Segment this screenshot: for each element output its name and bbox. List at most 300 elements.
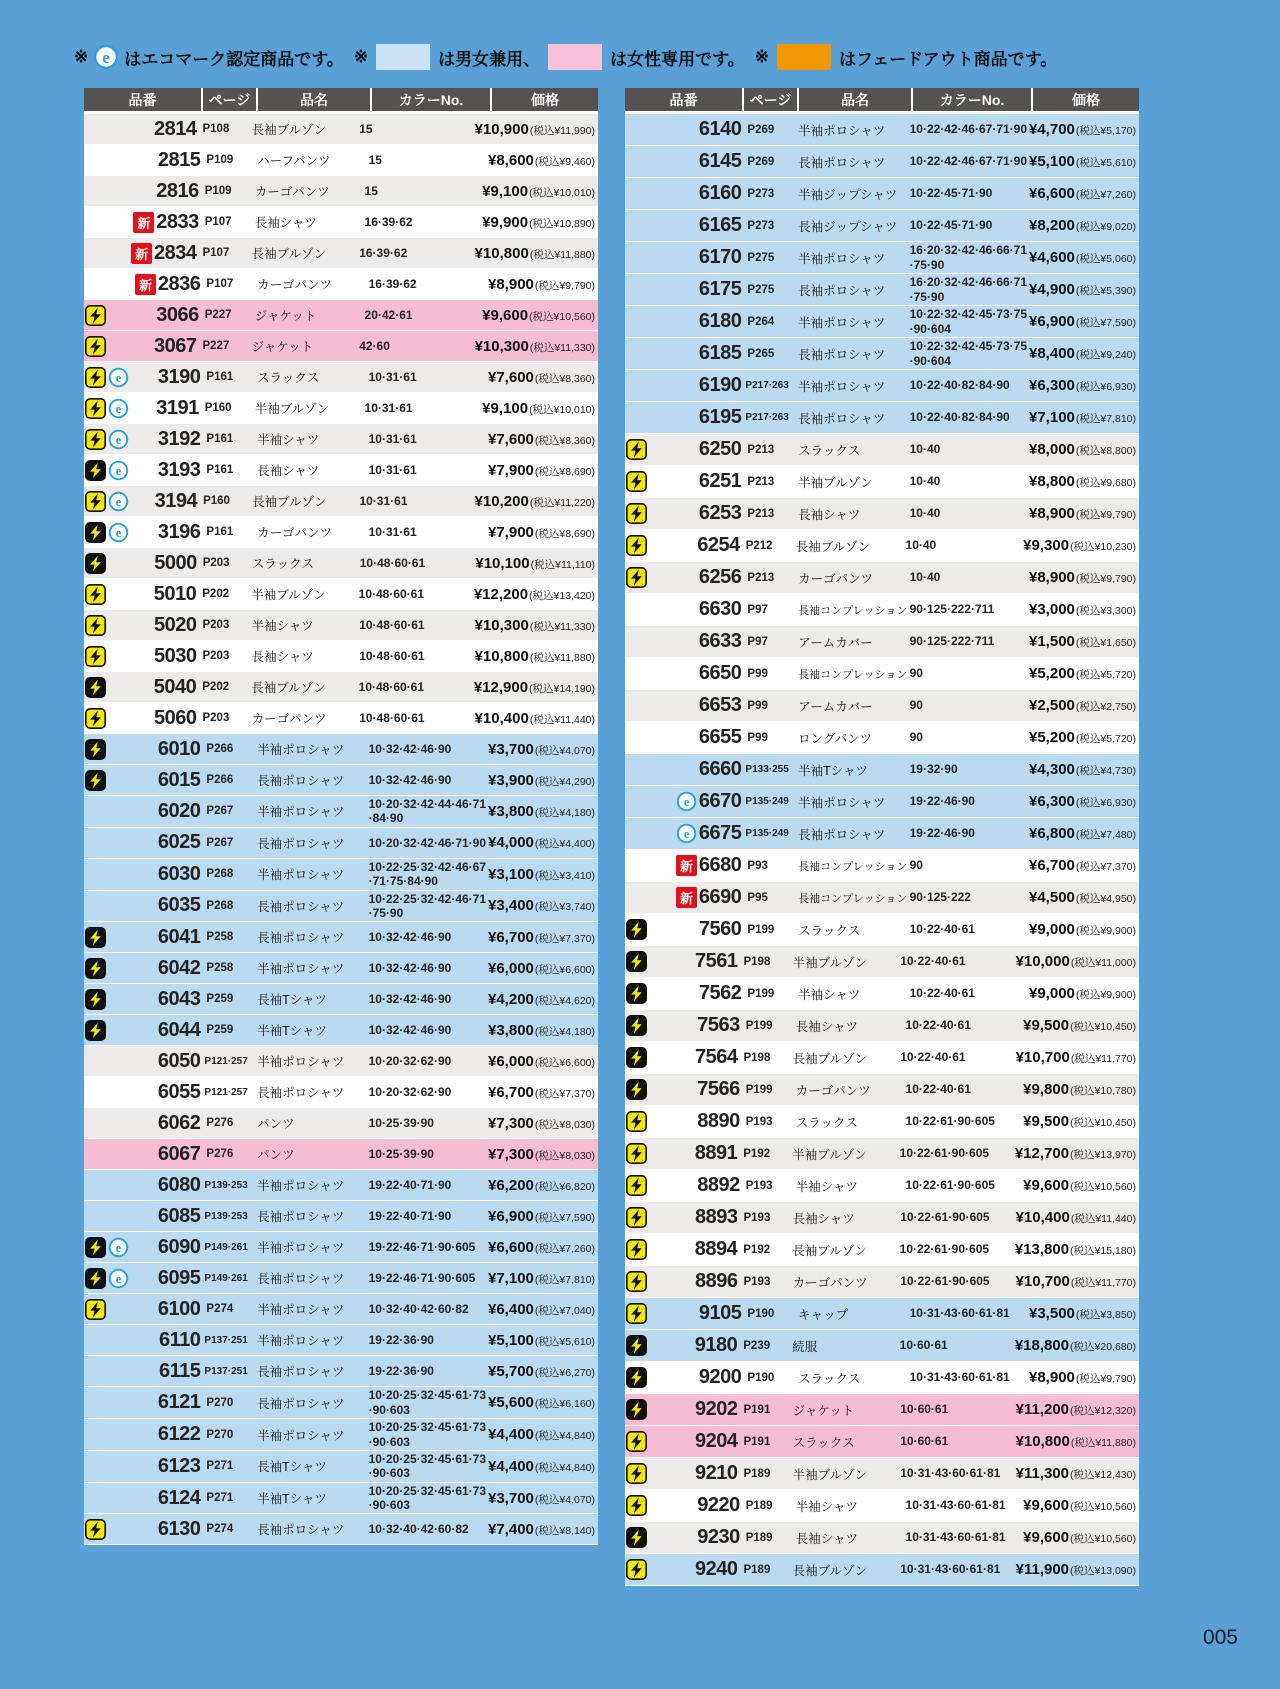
product-number: 6010 bbox=[157, 737, 201, 760]
table-row bbox=[84, 300, 598, 331]
table-row bbox=[84, 114, 598, 145]
row-icons bbox=[625, 1367, 671, 1388]
product-number: 6660 bbox=[698, 758, 742, 780]
product-number: 6115 bbox=[159, 1359, 201, 1382]
row-icons bbox=[625, 1239, 669, 1260]
product-number: 6251 bbox=[698, 470, 742, 492]
page-ref: P192 bbox=[743, 1243, 771, 1256]
antistatic-black-icon bbox=[85, 1237, 106, 1258]
product-number: 6145 bbox=[698, 150, 742, 172]
table-row bbox=[625, 146, 1139, 178]
price: ¥5,700 (税込¥6,270) bbox=[488, 1362, 595, 1380]
price: ¥3,700 (税込¥4,070) bbox=[488, 740, 595, 758]
product-name: 半袖ブルゾン bbox=[798, 475, 873, 490]
price: ¥6,600 (税込¥7,260) bbox=[488, 1238, 595, 1256]
antistatic-yellow-icon bbox=[626, 1495, 647, 1516]
product-name: 半袖ポロシャツ bbox=[798, 251, 886, 266]
color-numbers: 10·22·40·61 bbox=[909, 922, 975, 937]
color-numbers: 10·22·40·61 bbox=[900, 954, 966, 969]
table-row bbox=[625, 1330, 1139, 1362]
table-row bbox=[84, 176, 598, 207]
price: ¥4,000 (税込¥4,400) bbox=[488, 834, 595, 852]
row-icons bbox=[625, 1207, 669, 1228]
color-numbers: 10·31·43·60·61·81 bbox=[909, 1306, 1010, 1321]
row-icons bbox=[84, 1519, 130, 1540]
page-ref: P267 bbox=[206, 836, 234, 849]
antistatic-black-icon bbox=[626, 1079, 647, 1100]
color-numbers: 19·22·46·71·90·605 bbox=[368, 1271, 476, 1286]
table-row bbox=[84, 796, 598, 828]
color-numbers: 10·31·61 bbox=[368, 524, 417, 539]
product-name: 長袖コンプレッション bbox=[798, 668, 908, 681]
row-icons bbox=[625, 503, 671, 524]
page-ref: P135·249 bbox=[745, 796, 789, 807]
antistatic-yellow-icon bbox=[626, 1111, 647, 1132]
page-ref: P271 bbox=[206, 1492, 234, 1505]
product-name: カーゴパンツ bbox=[257, 526, 333, 540]
page-ref: P276 bbox=[206, 1148, 234, 1161]
header-color-no: カラーNo. bbox=[911, 88, 1031, 111]
product-name: 長袖ブルゾン bbox=[251, 681, 326, 695]
product-number: 6124 bbox=[157, 1486, 201, 1509]
page-ref: P268 bbox=[206, 899, 234, 912]
price: ¥7,300 (税込¥8,030) bbox=[488, 1145, 595, 1163]
table-row bbox=[625, 402, 1139, 434]
product-number: 6085 bbox=[157, 1204, 201, 1227]
product-name: 長袖Tシャツ bbox=[257, 993, 328, 1008]
product-name: 長袖ポロシャツ bbox=[257, 1272, 345, 1287]
row-icons bbox=[84, 958, 130, 979]
table-row bbox=[625, 1394, 1139, 1426]
color-numbers: 10·22·40·61 bbox=[900, 1050, 966, 1065]
color-numbers: 10·48·60·61 bbox=[358, 679, 425, 694]
product-name: 長袖ポロシャツ bbox=[257, 1086, 345, 1101]
table-row bbox=[84, 1201, 598, 1232]
page-ref: P193 bbox=[743, 1275, 771, 1288]
eco-mark-icon bbox=[93, 44, 119, 70]
product-name: 長袖シャツ bbox=[792, 1211, 855, 1226]
product-number: 3066 bbox=[156, 303, 199, 326]
product-number: 6256 bbox=[698, 566, 742, 588]
color-numbers: 10·20·32·62·90 bbox=[368, 1054, 452, 1069]
page-ref: P190 bbox=[747, 1371, 775, 1384]
row-icons bbox=[625, 1431, 669, 1452]
table-row bbox=[84, 1451, 598, 1483]
svg-text:e: e bbox=[115, 401, 122, 416]
product-name: 半袖ポロシャツ bbox=[257, 1428, 345, 1443]
product-number: 7562 bbox=[698, 982, 742, 1004]
eco-mark-icon bbox=[108, 367, 129, 388]
row-icons bbox=[625, 1527, 670, 1548]
table-row bbox=[625, 498, 1139, 530]
color-numbers: 19·22·40·71·90 bbox=[368, 1178, 452, 1193]
product-name: 長袖ポロシャツ bbox=[798, 155, 886, 170]
product-name: 半袖シャツ bbox=[257, 433, 320, 447]
product-name: 長袖ブルゾン bbox=[792, 1243, 867, 1258]
price: ¥9,600 (税込¥10,560) bbox=[1023, 1529, 1137, 1546]
product-name: 半袖ポロシャツ bbox=[798, 795, 886, 810]
row-icons bbox=[625, 1463, 669, 1484]
product-name: 長袖ポロシャツ bbox=[798, 827, 886, 842]
antistatic-black-icon bbox=[85, 739, 106, 760]
product-number: 9210 bbox=[694, 1462, 738, 1484]
row-icons bbox=[84, 1020, 130, 1041]
page-ref: P266 bbox=[206, 774, 234, 786]
page-ref: P273 bbox=[747, 187, 775, 200]
color-numbers: 10·20·25·32·45·61·73·90·603 bbox=[368, 1420, 487, 1449]
color-numbers: 10·31·43·60·61·81 bbox=[905, 1498, 1006, 1513]
color-numbers: 10·20·25·32·45·61·73·90·603 bbox=[368, 1451, 487, 1481]
product-name: 半袖ブルゾン bbox=[792, 1147, 867, 1162]
page-ref: P203 bbox=[202, 650, 230, 662]
color-numbers: 15 bbox=[364, 183, 378, 198]
product-name: 長袖ポロシャツ bbox=[257, 774, 345, 788]
page-ref: P275 bbox=[747, 283, 775, 296]
row-icons bbox=[625, 1143, 669, 1164]
table-row bbox=[84, 579, 598, 610]
table-row bbox=[84, 1387, 598, 1419]
antistatic-yellow-icon bbox=[626, 567, 647, 588]
price: ¥9,900 (税込¥10,890) bbox=[482, 213, 596, 231]
color-numbers: 10·22·40·61 bbox=[909, 986, 975, 1001]
price: ¥8,900 (税込¥9,790) bbox=[488, 275, 595, 293]
product-number: 3194 bbox=[154, 489, 198, 512]
table-row bbox=[84, 765, 598, 796]
product-name: 長袖ポロシャツ bbox=[257, 1210, 345, 1225]
antistatic-black-icon bbox=[85, 1268, 106, 1289]
product-name: 長袖コンプレッション bbox=[798, 860, 908, 873]
color-numbers: 90 bbox=[909, 666, 923, 681]
page-ref: P137·251 bbox=[204, 1334, 248, 1346]
page-ref: P109 bbox=[206, 154, 234, 166]
price: ¥4,600 (税込¥5,060) bbox=[1029, 249, 1136, 266]
table-row bbox=[84, 1483, 598, 1515]
price: ¥4,300 (税込¥4,730) bbox=[1029, 761, 1136, 778]
price: ¥6,700 (税込¥7,370) bbox=[488, 1083, 595, 1101]
product-number: 7560 bbox=[698, 918, 742, 940]
color-numbers: 19·22·36·90 bbox=[368, 1364, 434, 1379]
product-number: 3192 bbox=[157, 427, 201, 450]
table-row bbox=[625, 178, 1139, 210]
product-name: 半袖ブルゾン bbox=[254, 402, 330, 416]
table-row bbox=[84, 984, 598, 1015]
table-row bbox=[84, 1263, 598, 1294]
product-number: 新 2834 bbox=[128, 242, 196, 265]
page-ref: P107 bbox=[204, 216, 232, 228]
color-numbers: 10·48·60·61 bbox=[359, 555, 426, 570]
product-number: 6062 bbox=[157, 1111, 201, 1134]
page-ref: P213 bbox=[747, 443, 775, 456]
table-body-right bbox=[625, 114, 1139, 1586]
price: ¥12,700 (税込¥13,970) bbox=[1014, 1145, 1136, 1162]
product-name: 半袖Tシャツ bbox=[257, 1024, 328, 1039]
table-row bbox=[84, 891, 598, 923]
table-row bbox=[625, 626, 1139, 658]
table-header bbox=[625, 88, 1139, 114]
product-number: 8896 bbox=[694, 1270, 738, 1292]
page-ref: P192 bbox=[743, 1147, 771, 1160]
table-row bbox=[625, 1490, 1139, 1522]
page-ref: P199 bbox=[747, 987, 775, 1000]
legend-eco-label: はエコマーク認定商品です。 bbox=[124, 49, 344, 69]
price: ¥4,400 (税込¥4,840) bbox=[488, 1426, 595, 1444]
table-row bbox=[625, 658, 1139, 690]
price: ¥7,300 (税込¥8,030) bbox=[488, 1114, 595, 1132]
product-number: 6080 bbox=[157, 1173, 201, 1196]
color-numbers: 10·31·61 bbox=[359, 493, 408, 508]
product-number: 3191 bbox=[156, 396, 199, 419]
product-number: 3067 bbox=[153, 334, 197, 357]
price: ¥11,900 (税込¥13,090) bbox=[1015, 1561, 1136, 1578]
color-numbers: 10·22·25·32·42·46·67·71·75·84·90 bbox=[368, 859, 487, 889]
table-row bbox=[84, 486, 598, 517]
price: ¥4,900 (税込¥5,390) bbox=[1029, 281, 1136, 298]
row-icons bbox=[625, 1111, 670, 1132]
price: ¥6,000 (税込¥6,600) bbox=[488, 1052, 595, 1070]
page-ref: P274 bbox=[206, 1303, 234, 1316]
product-number: 8891 bbox=[694, 1142, 738, 1164]
color-numbers: 10·48·60·61 bbox=[358, 586, 425, 601]
table-row bbox=[84, 922, 598, 953]
product-number: 6015 bbox=[157, 768, 201, 791]
price: ¥3,900 (税込¥4,290) bbox=[488, 771, 595, 789]
product-name: パンツ bbox=[257, 1117, 295, 1132]
product-name: 半袖シャツ bbox=[798, 987, 861, 1002]
color-numbers: 10·22·40·82·84·90 bbox=[909, 410, 1010, 425]
svg-text:e: e bbox=[115, 463, 122, 478]
antistatic-yellow-icon bbox=[626, 1175, 647, 1196]
product-number: 6190 bbox=[698, 374, 742, 396]
price: ¥9,600 (税込¥10,560) bbox=[482, 306, 596, 324]
color-numbers: 10·22·61·90·605 bbox=[900, 1274, 990, 1289]
price: ¥7,100 (税込¥7,810) bbox=[1029, 409, 1136, 426]
price: ¥6,300 (税込¥6,930) bbox=[1029, 793, 1136, 810]
product-name: 長袖ブルゾン bbox=[251, 123, 327, 137]
page-ref: P266 bbox=[206, 743, 234, 755]
product-number: 9240 bbox=[694, 1558, 738, 1580]
product-name: スラックス bbox=[798, 443, 861, 458]
price: ¥10,700 (税込¥11,770) bbox=[1015, 1273, 1136, 1290]
row-icons bbox=[84, 989, 130, 1010]
table-row bbox=[84, 1170, 598, 1201]
antistatic-black-icon bbox=[85, 677, 106, 698]
row-icons bbox=[625, 1559, 669, 1580]
product-number: 5060 bbox=[153, 706, 197, 729]
price: ¥10,300 (税込¥11,330) bbox=[474, 337, 595, 355]
eco-mark-icon bbox=[108, 491, 129, 512]
color-numbers: 10·22·61·90·605 bbox=[905, 1178, 995, 1193]
product-number: 6050 bbox=[157, 1049, 201, 1072]
page-ref: P259 bbox=[206, 993, 234, 1006]
antistatic-black-icon bbox=[626, 1015, 647, 1036]
price: ¥10,400 (税込¥11,440) bbox=[1015, 1209, 1136, 1226]
price: ¥7,400 (税込¥8,140) bbox=[488, 1520, 595, 1538]
row-icons bbox=[84, 460, 130, 481]
table-row bbox=[84, 953, 598, 984]
product-name: 長袖シャツ bbox=[257, 464, 320, 478]
table-row bbox=[84, 1294, 598, 1325]
price: ¥6,600 (税込¥7,260) bbox=[1029, 185, 1136, 202]
price: ¥18,800 (税込¥20,680) bbox=[1014, 1337, 1136, 1354]
page-ref: P161 bbox=[206, 433, 234, 445]
antistatic-yellow-icon bbox=[85, 491, 106, 512]
antistatic-yellow-icon bbox=[85, 1299, 106, 1320]
page-ref: P271 bbox=[206, 1460, 234, 1473]
page-ref: P227 bbox=[204, 309, 232, 321]
product-name: ハーフパンツ bbox=[257, 154, 331, 168]
product-name: パンツ bbox=[257, 1148, 295, 1163]
product-number: 3193 bbox=[157, 458, 201, 481]
product-number: 9180 bbox=[694, 1334, 738, 1356]
price: ¥9,300 (税込¥10,230) bbox=[1023, 537, 1137, 554]
product-name: 長袖シャツ bbox=[798, 507, 861, 522]
product-number: 新 6690 bbox=[671, 886, 742, 909]
row-icons bbox=[84, 553, 128, 574]
antistatic-black-icon bbox=[85, 958, 106, 979]
antistatic-yellow-icon bbox=[85, 336, 106, 357]
row-icons bbox=[625, 951, 669, 972]
page-ref: P202 bbox=[202, 681, 230, 693]
page-ref: P275 bbox=[747, 251, 775, 264]
price: ¥6,300 (税込¥6,930) bbox=[1029, 377, 1136, 394]
svg-text:e: e bbox=[115, 494, 122, 509]
color-numbers: 10·40 bbox=[909, 570, 941, 585]
color-numbers: 10·40 bbox=[905, 538, 937, 553]
color-numbers: 19·22·46·71·90·605 bbox=[368, 1240, 476, 1255]
page-ref: P265 bbox=[747, 347, 775, 360]
page-ref: P99 bbox=[747, 667, 768, 680]
price: ¥11,300 (税込¥12,430) bbox=[1015, 1465, 1136, 1482]
table-row bbox=[84, 1325, 598, 1356]
product-number: 9200 bbox=[698, 1366, 742, 1388]
table-row bbox=[625, 850, 1139, 882]
table-row bbox=[84, 517, 598, 548]
price: ¥8,900 (税込¥9,790) bbox=[1029, 569, 1136, 586]
row-icons bbox=[625, 1015, 670, 1036]
antistatic-yellow-icon bbox=[85, 429, 106, 450]
eco-mark-icon bbox=[676, 823, 697, 844]
eco-mark-icon bbox=[108, 429, 129, 450]
product-number: 7561 bbox=[694, 950, 738, 972]
product-number: 6067 bbox=[157, 1142, 201, 1165]
table-row bbox=[625, 274, 1139, 306]
row-icons bbox=[625, 1271, 669, 1292]
price: ¥6,700 (税込¥7,370) bbox=[488, 928, 595, 946]
price-table-left bbox=[84, 88, 598, 1545]
table-row bbox=[625, 1202, 1139, 1234]
eco-mark-icon bbox=[676, 791, 697, 812]
color-numbers: 10·25·39·90 bbox=[368, 1116, 434, 1131]
product-name: 半袖ポロシャツ bbox=[798, 379, 886, 394]
product-name: スラックス bbox=[795, 1115, 858, 1130]
table-row bbox=[625, 594, 1139, 626]
eco-mark-icon bbox=[108, 398, 129, 419]
antistatic-yellow-icon bbox=[626, 535, 647, 556]
antistatic-black-icon bbox=[626, 1335, 647, 1356]
page-ref: P193 bbox=[745, 1179, 773, 1192]
product-number: 9202 bbox=[694, 1398, 738, 1420]
page-ref: P95 bbox=[747, 891, 768, 904]
product-name: 長袖ブルゾン bbox=[795, 539, 871, 554]
color-numbers: 15 bbox=[359, 121, 373, 136]
product-number: 新 2833 bbox=[129, 211, 199, 234]
product-number: 7566 bbox=[697, 1078, 740, 1100]
table-row bbox=[84, 641, 598, 672]
price: ¥7,600 (税込¥8,360) bbox=[488, 430, 595, 448]
page-ref: P190 bbox=[747, 1307, 775, 1320]
price: ¥9,000 (税込¥9,900) bbox=[1029, 985, 1136, 1002]
page-ref: P202 bbox=[202, 588, 230, 600]
table-row bbox=[625, 1362, 1139, 1394]
page-ref: P198 bbox=[743, 1051, 771, 1064]
product-name: キャップ bbox=[798, 1307, 849, 1322]
product-number: e 6670 bbox=[671, 790, 742, 813]
svg-text:e: e bbox=[102, 47, 110, 67]
product-name: ロングパンツ bbox=[798, 731, 873, 746]
table-body-left bbox=[84, 114, 598, 1545]
product-name: 半袖ジップシャツ bbox=[798, 187, 898, 202]
product-number: 6185 bbox=[698, 342, 742, 364]
product-number: 6130 bbox=[157, 1517, 201, 1540]
price: ¥12,900 (税込¥14,190) bbox=[473, 678, 595, 696]
product-name: 半袖ポロシャツ bbox=[798, 123, 886, 138]
color-numbers: 10·40 bbox=[909, 474, 941, 489]
price: ¥3,100 (税込¥3,410) bbox=[488, 865, 595, 883]
product-number: 8890 bbox=[697, 1110, 740, 1132]
color-numbers: 10·32·42·46·90 bbox=[368, 930, 452, 945]
table-row bbox=[625, 466, 1139, 498]
legend-fadeout-label: はフェードアウト商品です。 bbox=[839, 49, 1058, 69]
page-ref: P193 bbox=[745, 1115, 773, 1128]
product-name: 長袖コンプレッション bbox=[798, 604, 908, 617]
product-name: 半袖Tシャツ bbox=[798, 763, 869, 778]
product-number: 3190 bbox=[157, 365, 201, 388]
svg-text:e: e bbox=[683, 826, 689, 841]
color-numbers: 10·22·61·90·605 bbox=[899, 1242, 990, 1257]
table-row bbox=[625, 1234, 1139, 1266]
table-row bbox=[84, 1015, 598, 1046]
price: ¥10,900 (税込¥11,990) bbox=[474, 120, 595, 138]
color-numbers: 42·60 bbox=[359, 338, 390, 353]
page-ref: P267 bbox=[206, 805, 234, 818]
page-ref: P258 bbox=[206, 962, 234, 975]
row-icons bbox=[625, 439, 671, 460]
antistatic-black-icon bbox=[626, 1047, 647, 1068]
price: ¥5,600 (税込¥6,160) bbox=[488, 1394, 595, 1412]
svg-text:e: e bbox=[115, 1240, 122, 1255]
color-numbers: 10·31·43·60·61·81 bbox=[900, 1562, 1001, 1577]
product-name: 長袖ポロシャツ bbox=[798, 283, 886, 298]
product-name: 半袖ブルゾン bbox=[251, 588, 326, 602]
product-number: 8893 bbox=[694, 1206, 738, 1228]
price: ¥8,000 (税込¥8,800) bbox=[1029, 441, 1136, 458]
table-row bbox=[625, 114, 1139, 146]
product-number: 6250 bbox=[698, 438, 742, 460]
color-numbers: 16·39·62 bbox=[359, 245, 408, 260]
product-number: 5040 bbox=[153, 675, 197, 698]
product-number: 6655 bbox=[698, 726, 742, 748]
row-icons bbox=[84, 1237, 130, 1258]
color-numbers: 10·31·61 bbox=[368, 431, 417, 446]
table-row bbox=[625, 882, 1139, 914]
color-numbers: 10·48·60·61 bbox=[359, 648, 425, 663]
table-row bbox=[625, 338, 1139, 370]
row-icons bbox=[625, 1495, 670, 1516]
table-row bbox=[84, 424, 598, 455]
page-ref: P213 bbox=[747, 571, 775, 584]
product-name: 長袖コンプレッション bbox=[798, 892, 908, 905]
color-numbers: 10·48·60·61 bbox=[359, 617, 425, 632]
